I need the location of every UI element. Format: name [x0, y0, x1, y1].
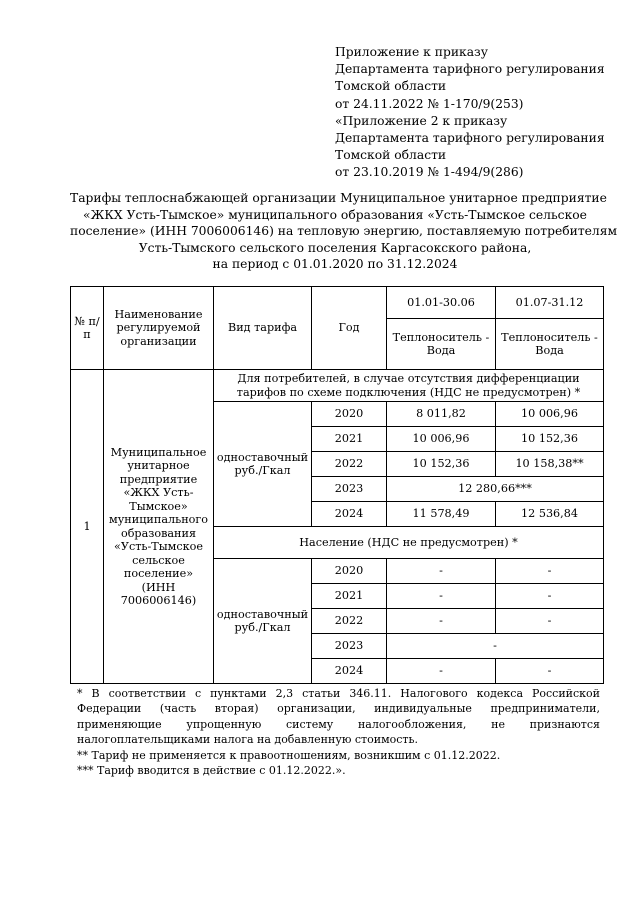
order-reference-block	[335, 44, 605, 182]
value-cell: -	[496, 659, 604, 684]
tariff-type: одноставочный руб./Гкал	[214, 402, 312, 527]
header-line: от 23.10.2019 № 1-494/9(286)	[335, 165, 524, 180]
header-line: Томской области	[335, 79, 447, 94]
value-cell: 10 152,36	[496, 427, 604, 452]
year-cell: 2022	[312, 609, 387, 634]
section-consumers-label: Для потребителей, в случае отсутствия дифференциации тарифов по схеме подключения (НДС не предусмотрен) *	[214, 370, 604, 402]
year-cell: 2022	[312, 452, 387, 477]
merged-value-cell: 12 280,66***	[387, 477, 604, 502]
header-num: № п/п	[71, 287, 104, 370]
value-cell: -	[496, 559, 604, 584]
year-cell: 2024	[312, 659, 387, 684]
header-carrier-1: Теплоноситель - Вода	[387, 319, 496, 370]
organization-name: Муниципальное унитарное предприятие «ЖКХ Усть-Тымское» муниципального образования «Усть-Тымское сельское поселение» (ИНН 7006006146)	[104, 370, 214, 684]
value-cell: 11 578,49	[387, 502, 496, 527]
merged-value-cell: -	[387, 634, 604, 659]
value-cell: 10 158,38**	[496, 452, 604, 477]
value-cell: 10 006,96	[387, 427, 496, 452]
footnote-tariff-effective: *** Тариф вводится в действие с 01.12.2022.».	[77, 764, 346, 778]
value-cell: -	[387, 559, 496, 584]
footnote-vat: * В соответствии с пунктами 2,3 статьи 346.11. Налогового кодекса Российской Федерации (часть вторая) организации, индивидуальные предприниматели, применяющие упрощенную систему налогообложения, не признаются налогоплательщиками налога на добавленную стоимость.	[77, 687, 600, 747]
year-cell: 2021	[312, 427, 387, 452]
header-year: Год	[312, 287, 387, 370]
header-carrier-2: Теплоноситель - Вода	[496, 319, 604, 370]
value-cell: 10 152,36	[387, 452, 496, 477]
year-cell: 2023	[312, 634, 387, 659]
value-cell: -	[496, 584, 604, 609]
year-cell: 2021	[312, 584, 387, 609]
title-line: на период с 01.01.2020 по 31.12.2024	[212, 257, 458, 272]
title-line: поселение» (ИНН 7006006146) на тепловую энергию, поставляемую потребителям	[70, 224, 618, 239]
header-line: Приложение к приказу	[335, 45, 488, 59]
value-cell: -	[387, 609, 496, 634]
footnotes	[77, 686, 600, 778]
section-population-label: Население (НДС не предусмотрен) *	[214, 527, 604, 559]
header-line: от 24.11.2022 № 1-170/9(253)	[335, 96, 524, 111]
title-line: «ЖКХ Усть-Тымское» муниципального образования «Усть-Тымское сельское	[83, 207, 587, 222]
header-tariff-type: Вид тарифа	[214, 287, 312, 370]
header-period-2: 01.07-31.12	[496, 287, 604, 319]
row-number: 1	[71, 370, 104, 684]
document-title	[70, 190, 618, 273]
header-period-1: 01.01-30.06	[387, 287, 496, 319]
value-cell: -	[387, 659, 496, 684]
year-cell: 2024	[312, 502, 387, 527]
year-cell: 2020	[312, 559, 387, 584]
title-line: Тарифы теплоснабжающей организации Муниципальное унитарное предприятие	[70, 191, 607, 205]
value-cell: 10 006,96	[496, 402, 604, 427]
footnote-tariff-not-applied: ** Тариф не применяется к правоотношениям, возникшим с 01.12.2022.	[77, 748, 501, 762]
tariff-table	[70, 286, 604, 684]
header-line: Томской области	[335, 148, 447, 163]
title-line: Усть-Тымского сельского поселения Каргасокского района,	[138, 240, 532, 255]
value-cell: 8 011,82	[387, 402, 496, 427]
value-cell: -	[496, 609, 604, 634]
header-line: Департамента тарифного регулирования	[335, 131, 605, 146]
tariff-type: одноставочный руб./Гкал	[214, 559, 312, 684]
header-line: «Приложение 2 к приказу	[335, 113, 508, 128]
year-cell: 2020	[312, 402, 387, 427]
header-org: Наименование регулируемой организации	[104, 287, 214, 370]
value-cell: -	[387, 584, 496, 609]
year-cell: 2023	[312, 477, 387, 502]
value-cell: 12 536,84	[496, 502, 604, 527]
header-line: Департамента тарифного регулирования	[335, 62, 605, 77]
